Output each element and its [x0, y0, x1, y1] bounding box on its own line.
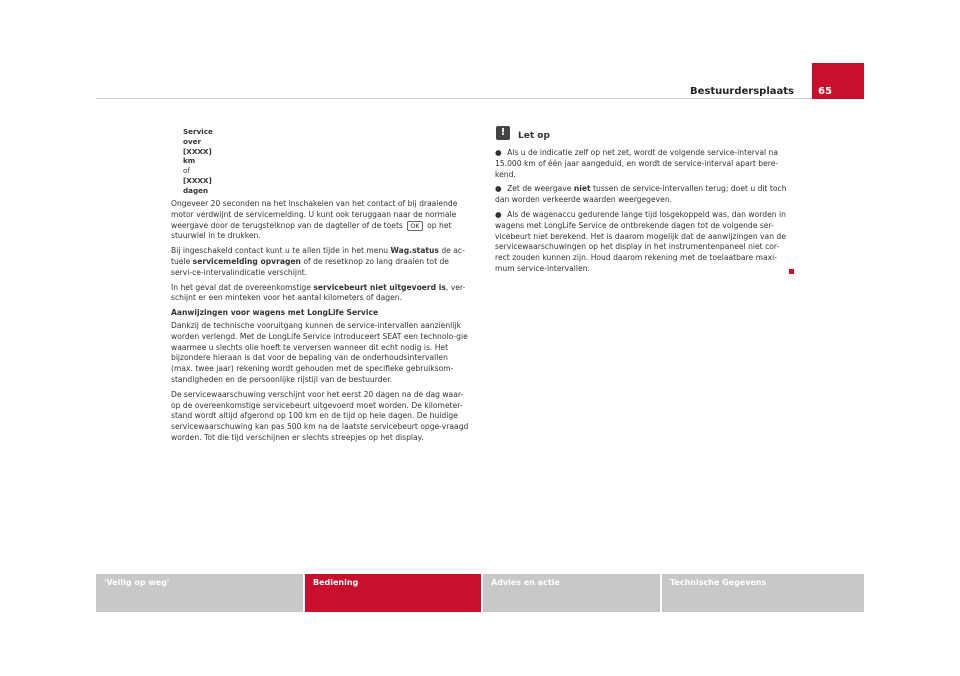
bullet-icon: ●: [495, 209, 502, 219]
menu-item: servicemelding opvragen: [192, 256, 301, 266]
display-line: dagen: [183, 185, 209, 195]
display-line: [XXXX]: [183, 175, 212, 185]
footer-tab-veilig[interactable]: 'Veilig op weg': [96, 574, 303, 612]
paragraph: De servicewaarschuwing verschijnt voor het eerst 20 dagen na de dag waar-op de overeenkomstige servicebeurt uitgevoerd moet worden. De kilometer-stand wordt altijd afgerond op 100 km en de tijd op hele dagen. De huidige servicewaarschuwing kan pas 500 km na de laatste servicebeurt opge-vraagd worden. Tot die tijd verschijnen er slechts streepjes op het display.: [171, 389, 469, 442]
display-line: [XXXX]: [183, 146, 212, 156]
page-number: 65: [818, 86, 832, 97]
section-title: Bestuurdersplaats: [690, 86, 794, 97]
bullet-icon: ●: [495, 184, 502, 194]
section-end-marker: [789, 269, 794, 274]
display-message: servicebeurt niet uitgevoerd is: [313, 282, 446, 292]
paragraph: Dankzij de technische vooruitgang kunnen de service-intervallen aanzienlijk worden verlengd. Met de LongLife Service introduceert SEAT een technolo-gie waarmee u slechts olie hoeft te verversen wanneer dit echt nodig is. Het bijzondere hieraan is dat voor de bepaling van de onderhoudsintervallen (max. twee jaar) rekening wordt gehouden met de specifieke gebruiksom-standigheden en de persoonlijke rijstijl van de bestuurder.: [171, 320, 468, 384]
bullet-icon: ●: [495, 148, 502, 157]
footer-tab-bediening[interactable]: Bediening: [305, 574, 481, 612]
display-line: Service over: [183, 127, 213, 146]
note-bullet: ● Zet de weergave niet tussen de service-intervallen terug; doet u dit toch dan worden verkeerde waarden weergegeven.: [495, 184, 787, 205]
header-rule: [96, 98, 864, 99]
menu-name: Wag.status: [390, 246, 439, 256]
ok-key-icon: OK: [407, 221, 422, 231]
display-readout: [183, 127, 223, 196]
display-line: km: [183, 156, 196, 166]
footer-tab-advies[interactable]: Advies en actie: [483, 574, 660, 612]
note-bullet: ● Als de wagenaccu gedurende lange tijd losgekoppeld was, dan worden in wagens met LongLife Service de ontbrekende dagen tot de volgende ser-vicebeurt niet berekend. Het is daarom mogelijk dat de aanwijzingen van de servicewaarschuwingen op het display in het instrumentenpaneel niet cor-rect zouden kunnen zijn. Houd daarom rekening met de toelaatbare maxi-mum service-intervallen.: [495, 209, 786, 273]
exclamation-note-icon: !: [496, 126, 510, 140]
note-title: Let op: [518, 131, 550, 141]
paragraph: Bij ingeschakeld contact kunt u te allen tijde in het menu Wag.status de ac-tuele servicemelding opvragen of de resetknop zo lang draaien tot de servi-ce-intervalindicatie verschijnt.: [171, 246, 465, 277]
footer-tab-technische[interactable]: Technische Gegevens: [662, 574, 864, 612]
paragraph: In het geval dat de overeenkomstige servicebeurt niet uitgevoerd is, ver-schijnt er een minteken voor het aantal kilometers of dagen.: [171, 282, 466, 303]
left-column: [171, 199, 471, 448]
subheading: Aanwijzingen voor wagens met LongLife Service: [171, 308, 379, 318]
note-bullet: ● Als u de indicatie zelf op net zet, wordt de volgende service-interval na 15.000 km of één jaar aangeduid, en wordt de service-interval apart bere-kend.: [495, 148, 779, 179]
display-line: of: [183, 166, 190, 176]
paragraph: Ongeveer 20 seconden na het inschakelen van het contact of bij draaiende motor verdwijnt de servicemelding. U kunt ook teruggaan naar de normale weergave door de terugstelknop van de dagteller of de toets OK op het stuurwiel in te drukken.: [171, 199, 458, 241]
note-body: [495, 148, 793, 279]
